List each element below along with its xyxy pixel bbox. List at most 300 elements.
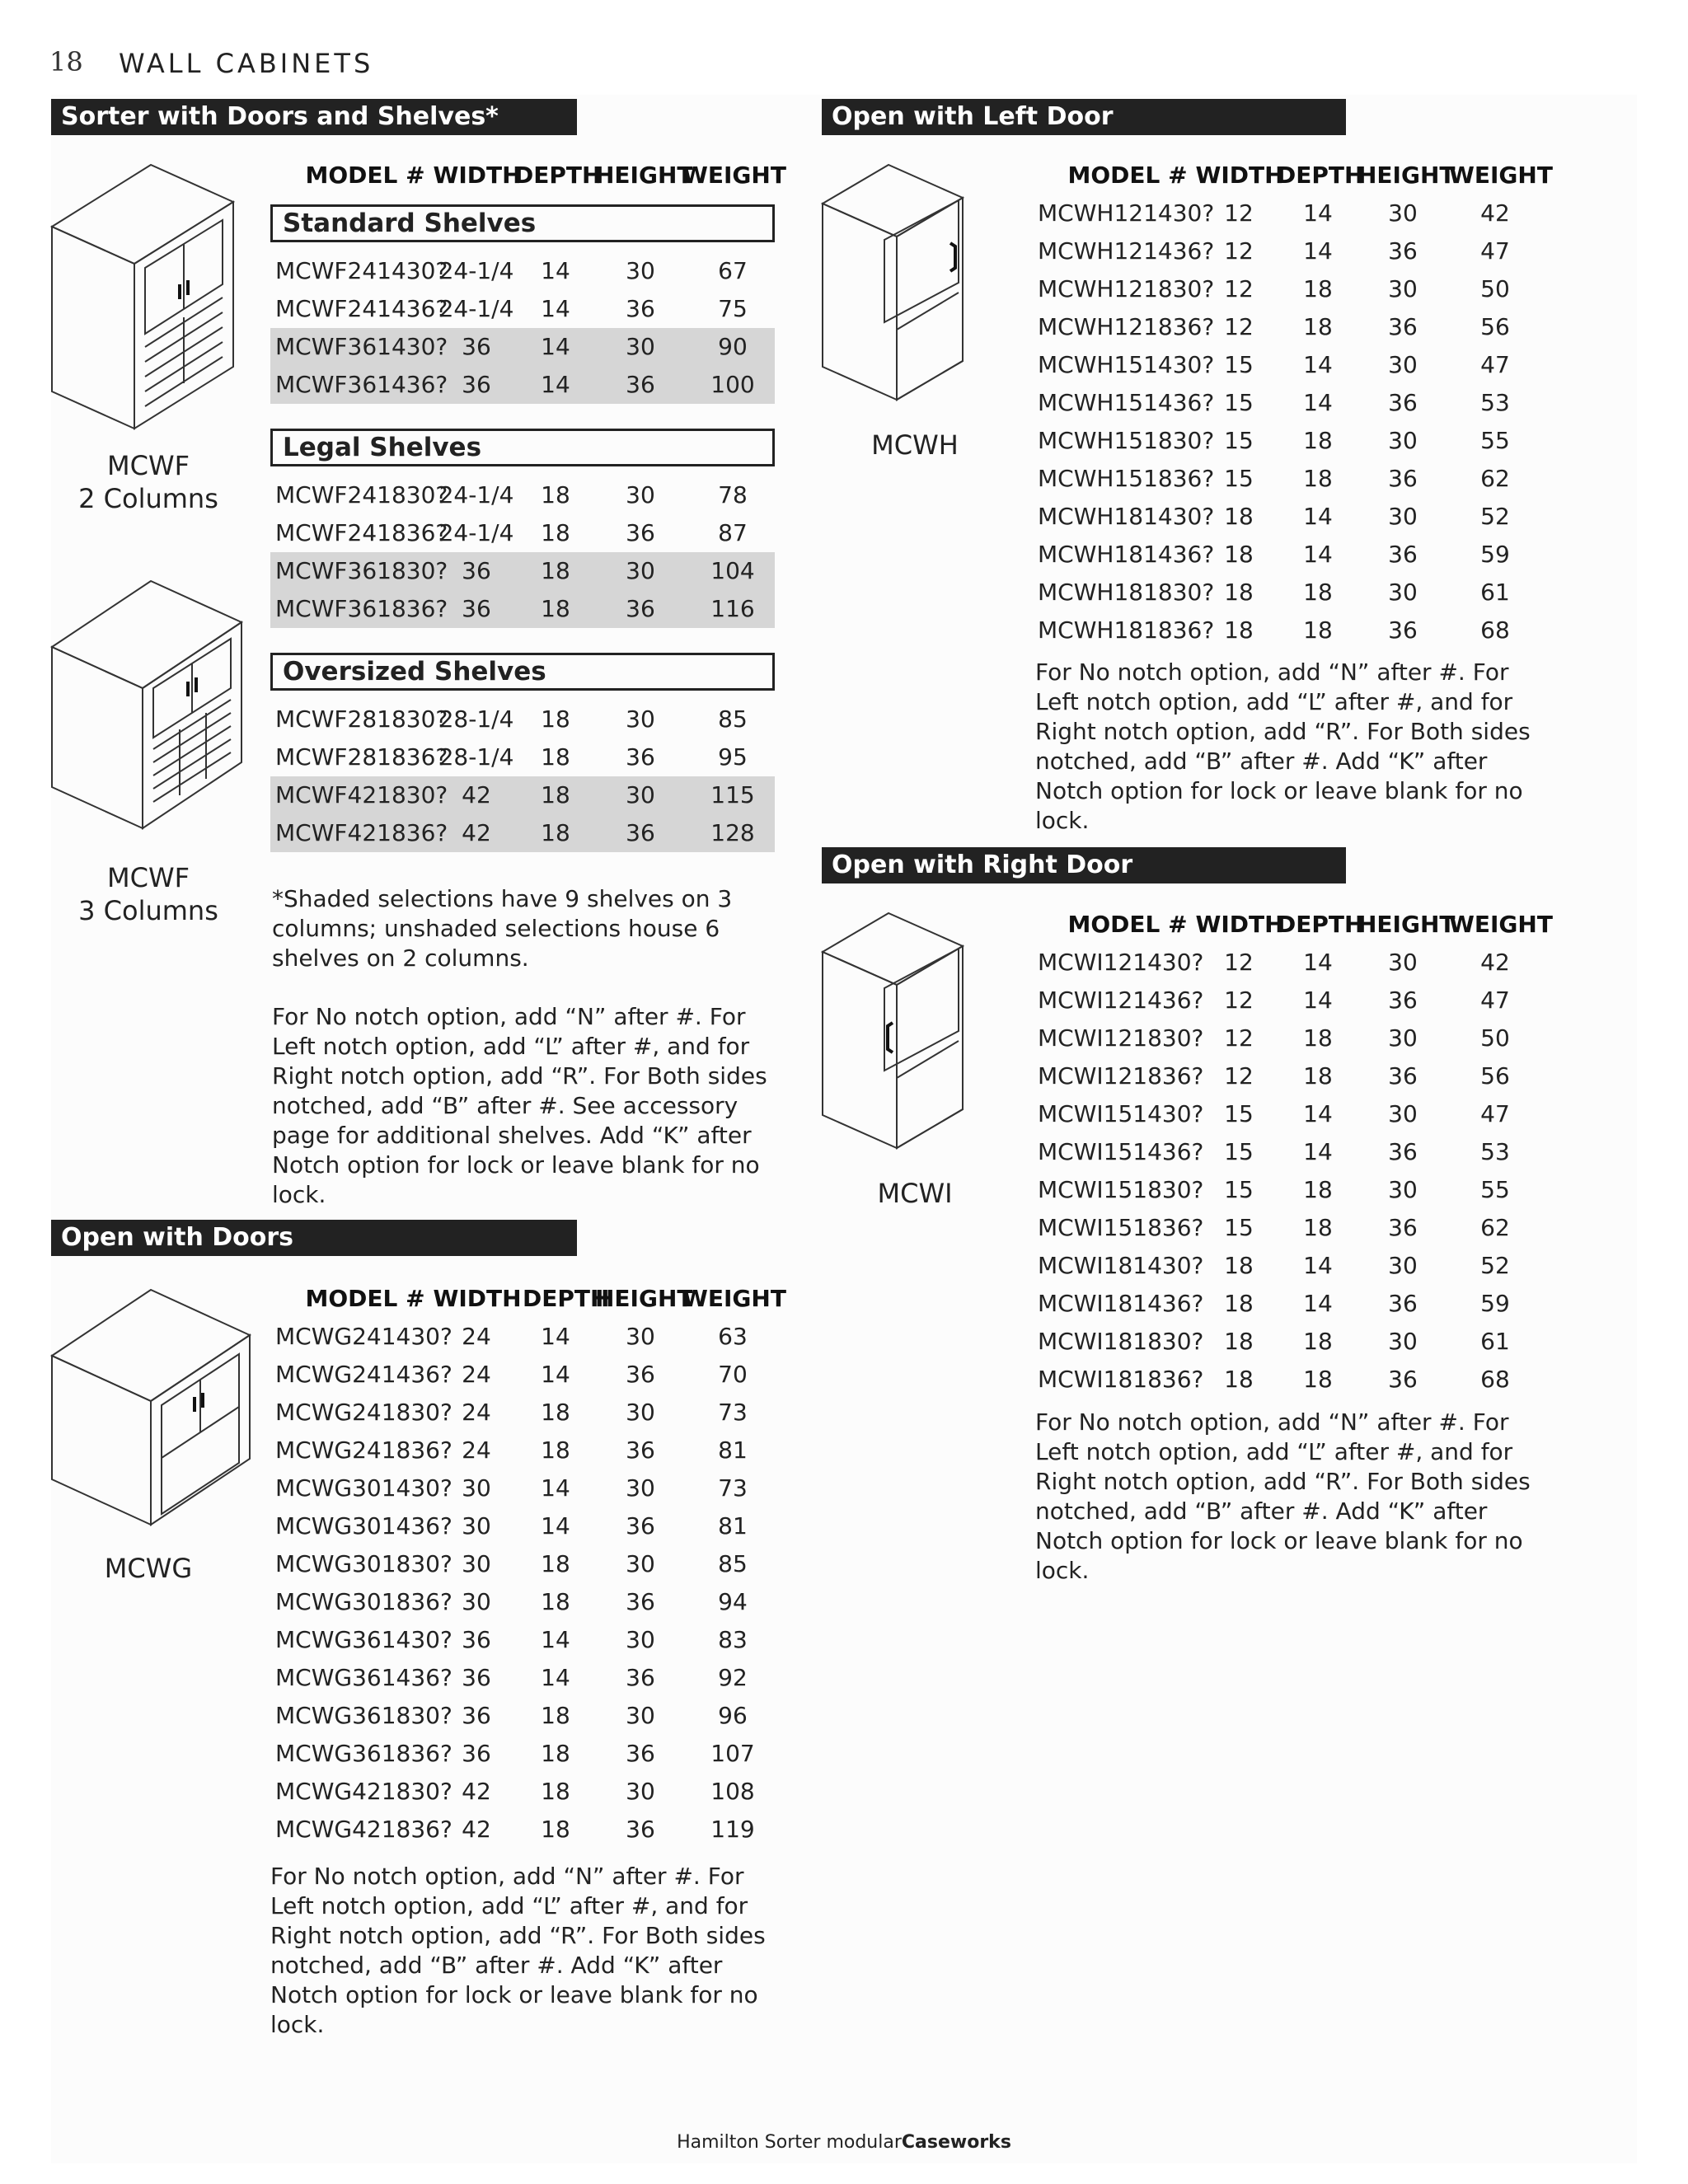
cell-weight: 52 xyxy=(1480,503,1510,530)
cell-height: 30 xyxy=(1388,1176,1418,1203)
cell-weight: 62 xyxy=(1480,1214,1510,1241)
oversized-shelves-rows xyxy=(270,701,775,852)
subsection-legal-shelves: Legal Shelves xyxy=(270,429,775,466)
cell-height: 36 xyxy=(626,1361,655,1388)
cell-depth: 18 xyxy=(541,1399,570,1426)
table-row xyxy=(1033,574,1544,612)
mcwi-illustration xyxy=(818,909,971,1156)
cell-height: 30 xyxy=(626,1474,655,1502)
cell-height: 36 xyxy=(626,371,655,398)
mcwf-2col-illustration xyxy=(48,161,237,433)
cell-width: 15 xyxy=(1224,465,1254,492)
cell-weight: 47 xyxy=(1480,987,1510,1014)
cell-weight: 73 xyxy=(718,1399,748,1426)
cell-width: 42 xyxy=(462,781,491,808)
cell-depth: 14 xyxy=(1303,351,1333,378)
cell-weight: 95 xyxy=(718,743,748,771)
cell-model: MCWH181436? xyxy=(1038,541,1215,568)
cell-height: 30 xyxy=(1388,1328,1418,1355)
col-height: HEIGHT xyxy=(595,162,693,189)
table-header xyxy=(270,157,786,194)
cell-depth: 18 xyxy=(541,481,570,509)
cell-depth: 18 xyxy=(541,519,570,546)
cell-weight: 104 xyxy=(710,557,755,584)
table-row xyxy=(270,1735,775,1773)
cell-weight: 55 xyxy=(1480,1176,1510,1203)
table-row xyxy=(1033,1285,1544,1323)
col-weight: WEIGHT xyxy=(1449,911,1553,938)
col-depth: DEPTH xyxy=(1277,911,1364,938)
cell-depth: 18 xyxy=(1303,1214,1333,1241)
cell-model: MCWI151830? xyxy=(1038,1176,1204,1203)
cell-depth: 18 xyxy=(1303,465,1333,492)
col-weight: WEIGHT xyxy=(682,1285,786,1312)
cell-height: 30 xyxy=(1388,427,1418,454)
table-row xyxy=(1033,1171,1544,1209)
cell-depth: 18 xyxy=(541,1740,570,1767)
table-row xyxy=(270,1545,775,1583)
cell-depth: 18 xyxy=(541,595,570,622)
table-row xyxy=(1033,460,1544,498)
col-weight: WEIGHT xyxy=(1449,162,1553,189)
table-row xyxy=(1033,1323,1544,1361)
cell-model: MCWF281830? xyxy=(275,705,448,733)
subsection-oversized-shelves: Oversized Shelves xyxy=(270,653,775,691)
mcwi-label: MCWI xyxy=(877,1178,953,1209)
cell-depth: 14 xyxy=(1303,1100,1333,1127)
table-row xyxy=(1033,422,1544,460)
cell-model: MCWH121836? xyxy=(1038,313,1215,340)
cell-width: 15 xyxy=(1224,1176,1254,1203)
cell-weight: 115 xyxy=(710,781,755,808)
cell-width: 12 xyxy=(1224,313,1254,340)
cell-height: 30 xyxy=(626,1778,655,1805)
cell-height: 30 xyxy=(626,481,655,509)
cell-height: 36 xyxy=(626,1512,655,1540)
cell-height: 30 xyxy=(1388,1252,1418,1279)
cell-depth: 18 xyxy=(1303,1366,1333,1393)
cell-width: 24-1/4 xyxy=(438,295,514,322)
table-row xyxy=(270,1697,775,1735)
cell-height: 30 xyxy=(626,557,655,584)
cell-model: MCWG361430? xyxy=(275,1626,452,1653)
table-row xyxy=(270,1811,775,1849)
cell-width: 18 xyxy=(1224,1366,1254,1393)
mcwh-notch-note: For No notch option, add “N” after #. For Left notch option, add “L” after #, and for Right notch option, add “R”. For Both sides notched, add “B” after #. Add “K” after Notch option for lock or leave blank for no lock. xyxy=(1035,658,1531,834)
subsection-standard-shelves: Standard Shelves xyxy=(270,204,775,242)
cell-width: 15 xyxy=(1224,427,1254,454)
table-row xyxy=(270,1507,775,1545)
table-row xyxy=(1033,1019,1544,1057)
section-title-mcwi: Open with Right Door xyxy=(822,847,1346,883)
cell-weight: 81 xyxy=(718,1436,748,1464)
cell-height: 36 xyxy=(626,295,655,322)
cell-height: 30 xyxy=(626,705,655,733)
cell-depth: 14 xyxy=(541,1512,570,1540)
cell-model: MCWG361830? xyxy=(275,1702,452,1729)
cell-width: 28-1/4 xyxy=(438,705,514,733)
col-width: WIDTH xyxy=(1195,911,1284,938)
table-row xyxy=(270,1394,775,1432)
cell-height: 36 xyxy=(626,743,655,771)
cell-height: 30 xyxy=(1388,1024,1418,1052)
cell-model: MCWF241430? xyxy=(275,257,448,284)
cell-model: MCWF361830? xyxy=(275,557,448,584)
cell-height: 30 xyxy=(1388,275,1418,302)
cell-height: 36 xyxy=(1388,1214,1418,1241)
cell-model: MCWG301430? xyxy=(275,1474,452,1502)
table-row xyxy=(270,1621,775,1659)
table-row xyxy=(270,1318,775,1356)
cell-weight: 81 xyxy=(718,1512,748,1540)
table-row xyxy=(1033,536,1544,574)
cell-weight: 116 xyxy=(710,595,755,622)
cell-weight: 63 xyxy=(718,1323,748,1350)
cell-weight: 83 xyxy=(718,1626,748,1653)
cell-width: 30 xyxy=(462,1474,491,1502)
mcwf-table xyxy=(270,157,786,852)
cell-width: 36 xyxy=(462,595,491,622)
cell-height: 30 xyxy=(626,1550,655,1577)
cell-height: 30 xyxy=(1388,503,1418,530)
cell-width: 36 xyxy=(462,1626,491,1653)
table-row xyxy=(270,476,775,514)
mcwi-notch-note: For No notch option, add “N” after #. For Left notch option, add “L” after #, and for Right notch option, add “R”. For Both sides notched, add “B” after #. Add “K” after Notch option for lock or leave blank for no lock. xyxy=(1035,1408,1531,1584)
cell-width: 12 xyxy=(1224,275,1254,302)
cell-width: 12 xyxy=(1224,987,1254,1014)
table-row xyxy=(1033,270,1544,308)
cell-height: 36 xyxy=(626,1588,655,1615)
cell-width: 30 xyxy=(462,1512,491,1540)
mcwg-illustration xyxy=(48,1282,254,1529)
cell-model: MCWG301830? xyxy=(275,1550,452,1577)
cell-height: 36 xyxy=(626,1816,655,1843)
mcwf-shaded-note: *Shaded selections have 9 shelves on 3 columns; unshaded selections house 6 shelves on 2 columns. xyxy=(272,885,733,972)
mcwh-label: MCWH xyxy=(871,429,959,461)
cell-height: 30 xyxy=(626,333,655,360)
cell-model: MCWG241436? xyxy=(275,1361,452,1388)
cell-depth: 14 xyxy=(541,333,570,360)
table-row xyxy=(1033,308,1544,346)
cell-model: MCWI181836? xyxy=(1038,1366,1204,1393)
cell-width: 12 xyxy=(1224,949,1254,976)
cell-depth: 14 xyxy=(1303,949,1333,976)
mcwh-illustration xyxy=(818,161,971,408)
table-row xyxy=(1033,1133,1544,1171)
cell-weight: 100 xyxy=(710,371,755,398)
cell-depth: 18 xyxy=(1303,579,1333,606)
col-model: MODEL # xyxy=(305,162,425,189)
cell-depth: 18 xyxy=(541,1550,570,1577)
cell-model: MCWI181830? xyxy=(1038,1328,1204,1355)
cell-model: MCWG241836? xyxy=(275,1436,452,1464)
table-row xyxy=(270,252,775,290)
cell-width: 36 xyxy=(462,371,491,398)
mcwf-3col-label xyxy=(66,861,231,927)
cell-model: MCWG361836? xyxy=(275,1740,452,1767)
cell-model: MCWF361430? xyxy=(275,333,448,360)
cell-weight: 47 xyxy=(1480,237,1510,265)
cell-height: 36 xyxy=(626,819,655,846)
cell-width: 12 xyxy=(1224,199,1254,227)
table-row xyxy=(270,1659,775,1697)
cell-height: 36 xyxy=(626,519,655,546)
cell-depth: 14 xyxy=(1303,237,1333,265)
cell-model: MCWI121836? xyxy=(1038,1062,1204,1090)
cell-depth: 18 xyxy=(541,557,570,584)
cell-model: MCWF361836? xyxy=(275,595,448,622)
cell-width: 18 xyxy=(1224,1328,1254,1355)
cell-model: MCWH181830? xyxy=(1038,579,1215,606)
cell-width: 42 xyxy=(462,819,491,846)
cell-width: 24 xyxy=(462,1436,491,1464)
table-row xyxy=(1033,1095,1544,1133)
cell-model: MCWF241436? xyxy=(275,295,448,322)
table-row xyxy=(1033,384,1544,422)
col-height: HEIGHT xyxy=(1357,911,1456,938)
cell-model: MCWH121830? xyxy=(1038,275,1215,302)
cell-weight: 56 xyxy=(1480,1062,1510,1090)
mcwh-rows xyxy=(1033,194,1544,649)
cell-depth: 14 xyxy=(541,257,570,284)
col-height: HEIGHT xyxy=(1357,162,1456,189)
cell-height: 30 xyxy=(1388,579,1418,606)
cell-width: 18 xyxy=(1224,616,1254,644)
table-row xyxy=(270,290,775,328)
table-row xyxy=(1033,232,1544,270)
cell-model: MCWF281836? xyxy=(275,743,448,771)
cell-weight: 119 xyxy=(710,1816,755,1843)
table-row xyxy=(270,1583,775,1621)
table-row xyxy=(270,814,775,852)
cell-model: MCWH151830? xyxy=(1038,427,1215,454)
cell-height: 36 xyxy=(1388,389,1418,416)
section-title-mcwf: Sorter with Doors and Shelves* xyxy=(51,99,577,135)
cell-weight: 59 xyxy=(1480,541,1510,568)
cell-width: 12 xyxy=(1224,237,1254,265)
col-weight: WEIGHT xyxy=(682,162,786,189)
mcwf-3col-label-line1: MCWF xyxy=(107,862,190,893)
cell-model: MCWI181430? xyxy=(1038,1252,1204,1279)
cell-height: 30 xyxy=(1388,1100,1418,1127)
cell-height: 36 xyxy=(1388,987,1418,1014)
cell-width: 42 xyxy=(462,1816,491,1843)
cell-depth: 18 xyxy=(1303,275,1333,302)
cell-weight: 92 xyxy=(718,1664,748,1691)
table-row xyxy=(270,738,775,776)
cell-height: 36 xyxy=(1388,237,1418,265)
mcwg-label: MCWG xyxy=(104,1553,193,1584)
cell-width: 24 xyxy=(462,1399,491,1426)
cell-height: 36 xyxy=(1388,1138,1418,1165)
mcwg-rows xyxy=(270,1318,775,1849)
mcwf-2col-label xyxy=(66,449,231,515)
cell-weight: 107 xyxy=(710,1740,755,1767)
cell-width: 15 xyxy=(1224,351,1254,378)
cell-depth: 14 xyxy=(1303,389,1333,416)
col-width: WIDTH xyxy=(433,162,522,189)
cell-width: 36 xyxy=(462,1664,491,1691)
cell-depth: 14 xyxy=(1303,503,1333,530)
cell-depth: 14 xyxy=(541,371,570,398)
col-depth: DEPTH xyxy=(514,162,602,189)
cell-width: 15 xyxy=(1224,1214,1254,1241)
cell-height: 30 xyxy=(1388,351,1418,378)
cell-model: MCWI151436? xyxy=(1038,1138,1204,1165)
cell-width: 30 xyxy=(462,1588,491,1615)
cell-weight: 62 xyxy=(1480,465,1510,492)
table-row xyxy=(270,1773,775,1811)
cell-depth: 18 xyxy=(541,1778,570,1805)
cell-width: 36 xyxy=(462,333,491,360)
page-number: 18 xyxy=(49,46,83,77)
cell-width: 12 xyxy=(1224,1062,1254,1090)
cell-width: 24-1/4 xyxy=(438,257,514,284)
cell-weight: 55 xyxy=(1480,427,1510,454)
cell-model: MCWG301436? xyxy=(275,1512,452,1540)
table-header xyxy=(1033,906,1553,944)
cell-height: 36 xyxy=(626,595,655,622)
cell-width: 42 xyxy=(462,1778,491,1805)
cell-depth: 18 xyxy=(1303,427,1333,454)
cell-width: 28-1/4 xyxy=(438,743,514,771)
cell-height: 36 xyxy=(1388,313,1418,340)
cell-weight: 67 xyxy=(718,257,748,284)
cell-width: 36 xyxy=(462,1702,491,1729)
cell-width: 30 xyxy=(462,1550,491,1577)
section-title-mcwg: Open with Doors xyxy=(51,1220,577,1256)
footer-text: Hamilton Sorter modular xyxy=(677,2132,902,2153)
cell-model: MCWI181436? xyxy=(1038,1290,1204,1317)
cell-weight: 75 xyxy=(718,295,748,322)
cell-depth: 18 xyxy=(1303,1024,1333,1052)
cell-width: 36 xyxy=(462,557,491,584)
col-width: WIDTH xyxy=(1195,162,1284,189)
table-row xyxy=(1033,1057,1544,1095)
col-height: HEIGHT xyxy=(595,1285,693,1312)
table-row xyxy=(1033,612,1544,649)
cell-depth: 18 xyxy=(541,705,570,733)
cell-depth: 14 xyxy=(1303,987,1333,1014)
cell-depth: 14 xyxy=(541,1664,570,1691)
mcwg-table xyxy=(270,1280,786,1849)
cell-weight: 61 xyxy=(1480,579,1510,606)
cell-height: 36 xyxy=(1388,616,1418,644)
cell-model: MCWI121436? xyxy=(1038,987,1204,1014)
cell-width: 18 xyxy=(1224,503,1254,530)
cell-height: 36 xyxy=(626,1740,655,1767)
cell-model: MCWG421830? xyxy=(275,1778,452,1805)
cell-weight: 50 xyxy=(1480,275,1510,302)
cell-height: 30 xyxy=(626,1399,655,1426)
table-row xyxy=(270,552,775,590)
cell-width: 18 xyxy=(1224,579,1254,606)
cell-model: MCWI151430? xyxy=(1038,1100,1204,1127)
cell-depth: 14 xyxy=(541,295,570,322)
cell-model: MCWH151430? xyxy=(1038,351,1215,378)
table-row xyxy=(270,1356,775,1394)
cell-depth: 14 xyxy=(541,1361,570,1388)
table-row xyxy=(270,776,775,814)
cell-height: 36 xyxy=(1388,465,1418,492)
cell-weight: 61 xyxy=(1480,1328,1510,1355)
cell-weight: 68 xyxy=(1480,1366,1510,1393)
cell-model: MCWG421836? xyxy=(275,1816,452,1843)
col-model: MODEL # xyxy=(305,1285,425,1312)
cell-weight: 50 xyxy=(1480,1024,1510,1052)
cell-height: 36 xyxy=(1388,1366,1418,1393)
table-row xyxy=(270,514,775,552)
table-row xyxy=(270,1432,775,1469)
cell-depth: 14 xyxy=(1303,199,1333,227)
cell-weight: 42 xyxy=(1480,199,1510,227)
cell-width: 15 xyxy=(1224,389,1254,416)
cell-weight: 56 xyxy=(1480,313,1510,340)
cell-weight: 94 xyxy=(718,1588,748,1615)
cell-height: 36 xyxy=(1388,1062,1418,1090)
cell-depth: 18 xyxy=(1303,313,1333,340)
cell-weight: 53 xyxy=(1480,1138,1510,1165)
standard-shelves-rows xyxy=(270,252,775,404)
cell-depth: 14 xyxy=(1303,1138,1333,1165)
col-model: MODEL # xyxy=(1067,911,1188,938)
cell-weight: 68 xyxy=(1480,616,1510,644)
cell-depth: 18 xyxy=(541,1816,570,1843)
cell-depth: 14 xyxy=(1303,1252,1333,1279)
mcwf-notch-note: For No notch option, add “N” after #. For Left notch option, add “L” after #, and for Right notch option, add “R”. For Both sides notched, add “B” after #. See accessory page for additional shelves. Add “K” after Notch option for lock or leave blank for no lock. xyxy=(272,1003,767,1208)
table-header xyxy=(1033,157,1553,194)
mcwg-notch-note: For No notch option, add “N” after #. For Left notch option, add “L” after #, and for Right notch option, add “R”. For Both sides notched, add “B” after #. Add “K” after Notch option for lock or leave blank for no lock. xyxy=(270,1863,766,2038)
col-model: MODEL # xyxy=(1067,162,1188,189)
cell-height: 36 xyxy=(1388,1290,1418,1317)
table-row xyxy=(1033,1361,1544,1399)
cell-model: MCWF361436? xyxy=(275,371,448,398)
cell-weight: 70 xyxy=(718,1361,748,1388)
cell-weight: 87 xyxy=(718,519,748,546)
cell-height: 30 xyxy=(626,781,655,808)
cell-model: MCWH181836? xyxy=(1038,616,1215,644)
cell-width: 15 xyxy=(1224,1100,1254,1127)
cell-weight: 128 xyxy=(710,819,755,846)
cell-weight: 85 xyxy=(718,1550,748,1577)
mcwf-3col-illustration xyxy=(48,573,246,837)
cell-depth: 18 xyxy=(541,1702,570,1729)
cell-depth: 18 xyxy=(541,743,570,771)
cell-model: MCWF421836? xyxy=(275,819,448,846)
table-row xyxy=(1033,498,1544,536)
cell-depth: 18 xyxy=(541,819,570,846)
cell-width: 24-1/4 xyxy=(438,519,514,546)
cell-model: MCWI121830? xyxy=(1038,1024,1204,1052)
cell-weight: 78 xyxy=(718,481,748,509)
table-row xyxy=(270,366,775,404)
cell-weight: 52 xyxy=(1480,1252,1510,1279)
table-row xyxy=(1033,346,1544,384)
cell-width: 18 xyxy=(1224,1290,1254,1317)
cell-height: 36 xyxy=(626,1436,655,1464)
cell-depth: 18 xyxy=(1303,1176,1333,1203)
cell-height: 36 xyxy=(1388,541,1418,568)
cell-weight: 47 xyxy=(1480,1100,1510,1127)
mcwf-3col-label-line2: 3 Columns xyxy=(78,895,218,926)
cell-model: MCWH121436? xyxy=(1038,237,1215,265)
cell-depth: 18 xyxy=(541,1588,570,1615)
cell-width: 24 xyxy=(462,1323,491,1350)
mcwf-2col-label-line2: 2 Columns xyxy=(78,483,218,514)
cell-depth: 14 xyxy=(1303,1290,1333,1317)
cell-depth: 14 xyxy=(541,1626,570,1653)
cell-height: 30 xyxy=(1388,949,1418,976)
